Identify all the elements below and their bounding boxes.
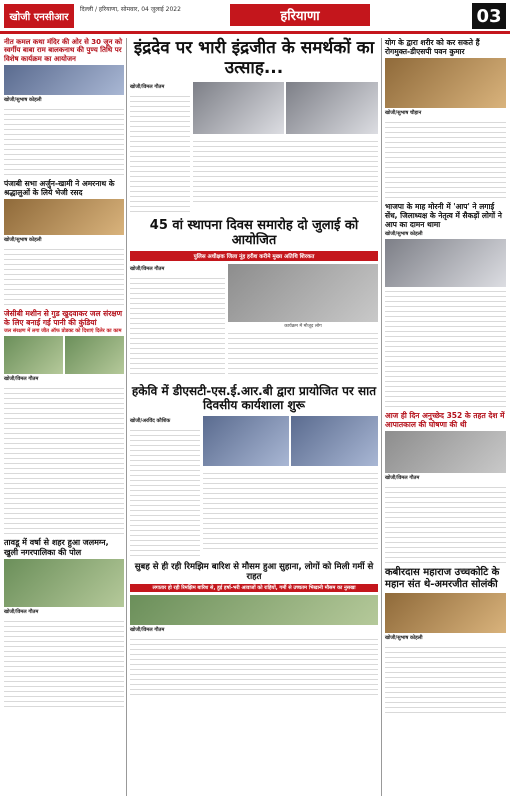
story-headline: योग के द्वारा शरीर को कर सकते हैं रोगमुक्त-डीएसपी पवन कुमार bbox=[385, 38, 480, 56]
dateline: दिल्ली / हरियाणा, सोमवार, 04 जुलाई 2022 bbox=[80, 6, 181, 13]
story-body bbox=[130, 426, 200, 556]
story-photo bbox=[291, 416, 378, 466]
story-body bbox=[385, 118, 506, 198]
story-photo bbox=[385, 593, 506, 633]
story-headline: 45 वां स्थापना दिवस समारोह दो जुलाई को आयोजित bbox=[149, 217, 359, 249]
story-byline: खोजी/सुभाष कोहली bbox=[385, 635, 423, 641]
story-photo bbox=[130, 595, 378, 625]
story-byline: खोजी/सुभाष कोहली bbox=[385, 231, 423, 237]
right-column bbox=[385, 38, 506, 796]
story-headline: कबीरदास महाराज उच्चकोटि के महान संत थे-अमरजीत सोलंकी bbox=[385, 567, 500, 590]
story-byline: खोजी/विमल गौतम bbox=[130, 83, 165, 90]
story-body bbox=[130, 274, 225, 378]
story-byline: खोजी/विमल गौतम bbox=[130, 265, 165, 272]
story-photo bbox=[4, 559, 124, 607]
center-column bbox=[130, 38, 378, 796]
story-headline: पंजाबी सभा अर्जुन-खामी ने अमरनाथ के श्रद्धालुओं के लिये भेजी रसद bbox=[4, 179, 115, 198]
story-body bbox=[4, 105, 124, 175]
section-title: हरियाणा bbox=[230, 4, 370, 26]
column-divider bbox=[381, 38, 382, 796]
story-byline: खोजी/सुभाष कोहली bbox=[4, 237, 42, 244]
story-photo bbox=[65, 336, 124, 374]
story-headline: जेसीबी मशीन से गुड खुदवाकर जल संरक्षण के लिए बनाई गई पानी की कुंडियां bbox=[4, 309, 123, 328]
story-byline: खोजी/विमल गौतम bbox=[4, 376, 39, 383]
story-headline: तावडू में वर्षा से शहर हुआ जलमग्न, खुली नगरपालिका की पोल bbox=[4, 538, 109, 557]
story-body bbox=[385, 483, 506, 563]
story-photo bbox=[4, 199, 124, 235]
masthead bbox=[0, 0, 510, 34]
story-headline: सुबह से ही रही रिमझिम बारिश से मौसम हुआ सुहाना, लोगों को मिली गर्मी से राहत bbox=[134, 561, 374, 582]
story-body bbox=[203, 469, 378, 549]
story-photo bbox=[286, 82, 378, 134]
story-body bbox=[385, 287, 506, 407]
story-photo bbox=[385, 431, 506, 473]
story-photo bbox=[203, 416, 289, 466]
story-photo bbox=[385, 239, 506, 287]
story-photo bbox=[193, 82, 284, 134]
story-byline: खोजी/विमल गौतम bbox=[130, 627, 165, 634]
story-byline: खोजी/सुभाष कोहली bbox=[4, 97, 42, 104]
newspaper-logo: खोजी एनसीआर bbox=[4, 4, 74, 28]
story-body bbox=[4, 617, 124, 707]
story-headline: भाजपा के माह मोरनी में 'आप' ने लगाई सेंध, जिलाध्यक्ष के नेतृत्व में सैकड़ों लोगों ने आप का दामन थामा bbox=[385, 202, 502, 229]
page-number: 03 bbox=[472, 3, 506, 29]
story-byline: खोजी/अरविंद कौशिक bbox=[130, 417, 171, 424]
story-byline: खोजी/विमल गौतम bbox=[4, 609, 39, 616]
story-subheadline: लगातार हो रही रिमझिम बारिश से, हुई हर्षा-भरी आवाजों को राहियों, गर्मी से उच्चतम भिखानी मौसम का नुसखा bbox=[130, 584, 378, 592]
story-subheadline: पुलिस अधीक्षक जिला नूंह हरीश करीमे मुख्य अतिथि शिरकत bbox=[130, 251, 378, 261]
photo-caption: कार्यक्रम में मौजूद लोग bbox=[284, 323, 322, 329]
story-photo bbox=[228, 264, 378, 322]
story-body bbox=[130, 635, 378, 695]
story-body bbox=[4, 384, 124, 534]
story-body bbox=[4, 245, 124, 305]
story-byline: खोजी/सुभाष चौहान bbox=[385, 110, 422, 116]
story-photo bbox=[385, 58, 506, 108]
story-headline: हकेवि में डीएसटी-एस.ई.आर.बी द्वारा प्रायोजित पर सात दिवसीय कार्यशाला शुरू bbox=[131, 383, 377, 413]
story-byline: खोजी/विमल गौतम bbox=[385, 475, 420, 481]
story-body bbox=[228, 329, 378, 375]
story-photo bbox=[4, 65, 124, 95]
story-headline: आज ही दिन अनुच्छेद 352 के तहत देश में आपातकाल की घोषणा की थी bbox=[385, 411, 505, 429]
story-body bbox=[130, 92, 190, 212]
story-body bbox=[193, 137, 378, 205]
story-subheadline: जल संरक्षण में लगा जीत ऑफ प्रोडक्ट को दिशाएं दिलेर का काम bbox=[4, 328, 122, 335]
lead-headline: इंद्रदेव पर भारी इंद्रजीत के समर्थकों का उत्साह... bbox=[133, 38, 375, 79]
story-body bbox=[385, 643, 506, 713]
story-headline: नीत कमल कथा मंदिर की ओर से 30 जून को स्वर्गीय बाबा राम बालकनाथ की पुण्य तिथि पर विशेष कार्यक्रम का आयोजन bbox=[4, 38, 123, 63]
column-divider bbox=[126, 38, 127, 796]
left-column bbox=[4, 38, 124, 796]
story-photo bbox=[4, 336, 63, 374]
